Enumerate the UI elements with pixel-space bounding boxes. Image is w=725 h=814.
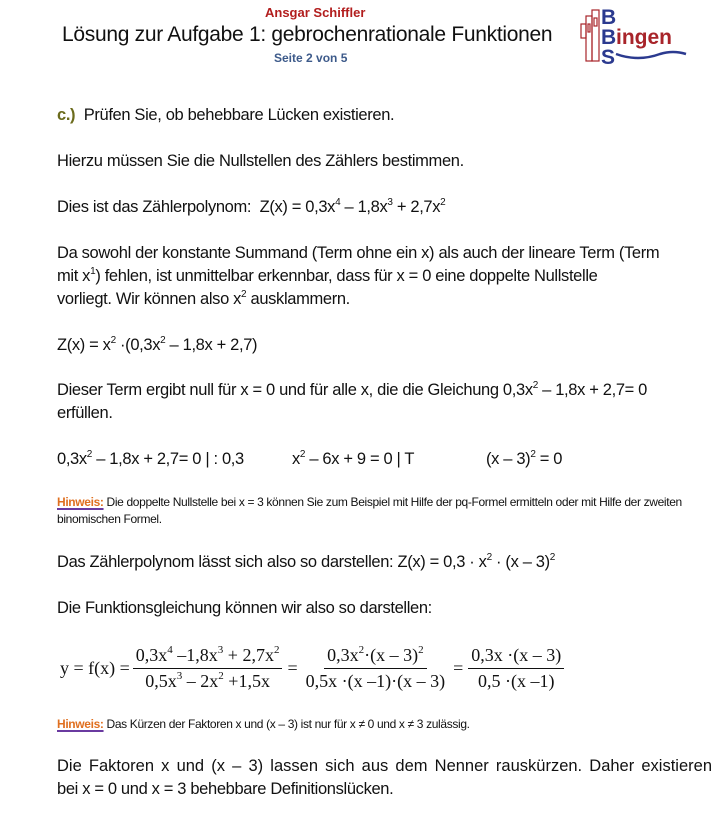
equation-step-3: (x – 3)$^2$ = 0: [486, 449, 563, 468]
logo-swoosh: [616, 52, 686, 58]
paragraph-1: Hierzu müssen Sie die Nullstellen des Zählers bestimmen.: [57, 152, 464, 170]
fraction-1-numerator: $0,3x^4$ $-1,8x^3 + 2,7x^2$: [133, 645, 283, 669]
fraction-3-denominator: 0,5 ·(x –1): [477, 671, 555, 691]
paragraph-5-line-1: Dieser Term ergibt null für x = 0 und für alle x, die die Gleichung $0,3x^2 - 1,8x + 2,7= 0$: [57, 380, 648, 399]
function-equation: [60, 645, 567, 692]
fraction-3-numerator: 0,3x ·(x – 3): [468, 645, 564, 669]
task-c: [57, 106, 394, 125]
paragraph-9-line-1: Die Faktoren x und (x – 3) lassen sich aus dem Nenner rauskürzen. Daher existieren: [57, 757, 712, 775]
hint-label: Hinweis:: [57, 717, 104, 731]
equals-sign-2: =: [453, 658, 464, 678]
task-text: Prüfen Sie, ob behebbare Lücken existieren.: [83, 106, 395, 124]
paragraph-3-line-1: Da sowohl der konstante Summand (Term ohne ein x) als auch der lineare Term (Term: [57, 244, 660, 262]
logo-letter-b2: B: [601, 26, 617, 49]
paragraph-7: Das Zählerpolynom lässt sich also so darstellen: $Z(x) = 0,3 \cdot x^2 \cdot (x - 3)^2$: [57, 552, 555, 571]
hint-2: [57, 716, 717, 733]
hint-1: [57, 494, 717, 528]
formula-lhs: y = f(x) =: [60, 658, 130, 678]
building-icon: [581, 10, 599, 61]
page-number: Seite 2 von 5: [274, 51, 348, 65]
paragraph-2: [57, 198, 445, 217]
fraction-1: [133, 645, 283, 692]
task-label: c.): [57, 106, 76, 124]
fraction-1-denominator: $0,5x^3 - 2x^2 +1,5x$: [145, 670, 270, 691]
hint-text: Die doppelte Nullstelle bei x = 3 können Sie zum Beispiel mit Hilfe der pq-Formel ermitteln oder mit Hilfe der zweiten binomischen Formel.: [57, 495, 682, 526]
author-text: Ansgar Schiffler: [265, 5, 366, 20]
logo-graphic: [578, 4, 693, 66]
equation-step-1: $0,3x^2 - 1,8x + 2,7= 0$ | : 0,3: [57, 449, 244, 468]
paragraph-9-line-2: bei x = 0 und x = 3 behebbare Definitionslücken.: [57, 780, 394, 798]
logo-letter-s: S: [601, 46, 616, 66]
logo-letter-b1: B: [601, 6, 617, 29]
paragraph-8: Die Funktionsgleichung können wir also so darstellen:: [57, 599, 432, 617]
fraction-2-denominator: 0,5x ·(x –1)·(x – 3): [305, 671, 446, 691]
hint-text: Das Kürzen der Faktoren x und (x – 3) ist nur für x ≠ 0 und x ≠ 3 zulässig.: [103, 717, 470, 731]
fraction-2: [303, 645, 448, 692]
page-title: Lösung zur Aufgabe 1: gebrochenrationale Funktionen: [62, 23, 553, 46]
bbs-bingen-logo: [578, 4, 693, 66]
p2-formula: $Z(x) = 0,3x^4 - 1,8x^3 + 2,7x^2$: [259, 197, 446, 216]
hint-label: Hinweis:: [57, 495, 104, 509]
fraction-2-numerator: $0,3x^2\cdot(x - 3)^2$: [324, 645, 426, 669]
fraction-3: [468, 645, 564, 692]
paragraph-5-line-2: erfüllen.: [57, 404, 113, 422]
paragraph-4-formula: $Z(x) = x^2 \cdot(0,3x^2 - 1,8x + 2,7)$: [57, 335, 258, 354]
paragraph-3-line-2: mit $x^1$) fehlen, ist unmittelbar erkennbar, dass für x = 0 eine doppelte Nullstelle: [57, 266, 598, 285]
logo-word: ingen: [616, 26, 672, 49]
equation-step-2: $x^2 - 6x + 9 = 0$ | T: [292, 449, 415, 468]
paragraph-3-line-3: vorliegt. Wir können also $x^2$ ausklammern.: [57, 289, 350, 308]
equals-sign-1: =: [287, 658, 298, 678]
p2-text: Dies ist das Zählerpolynom:: [57, 198, 252, 216]
